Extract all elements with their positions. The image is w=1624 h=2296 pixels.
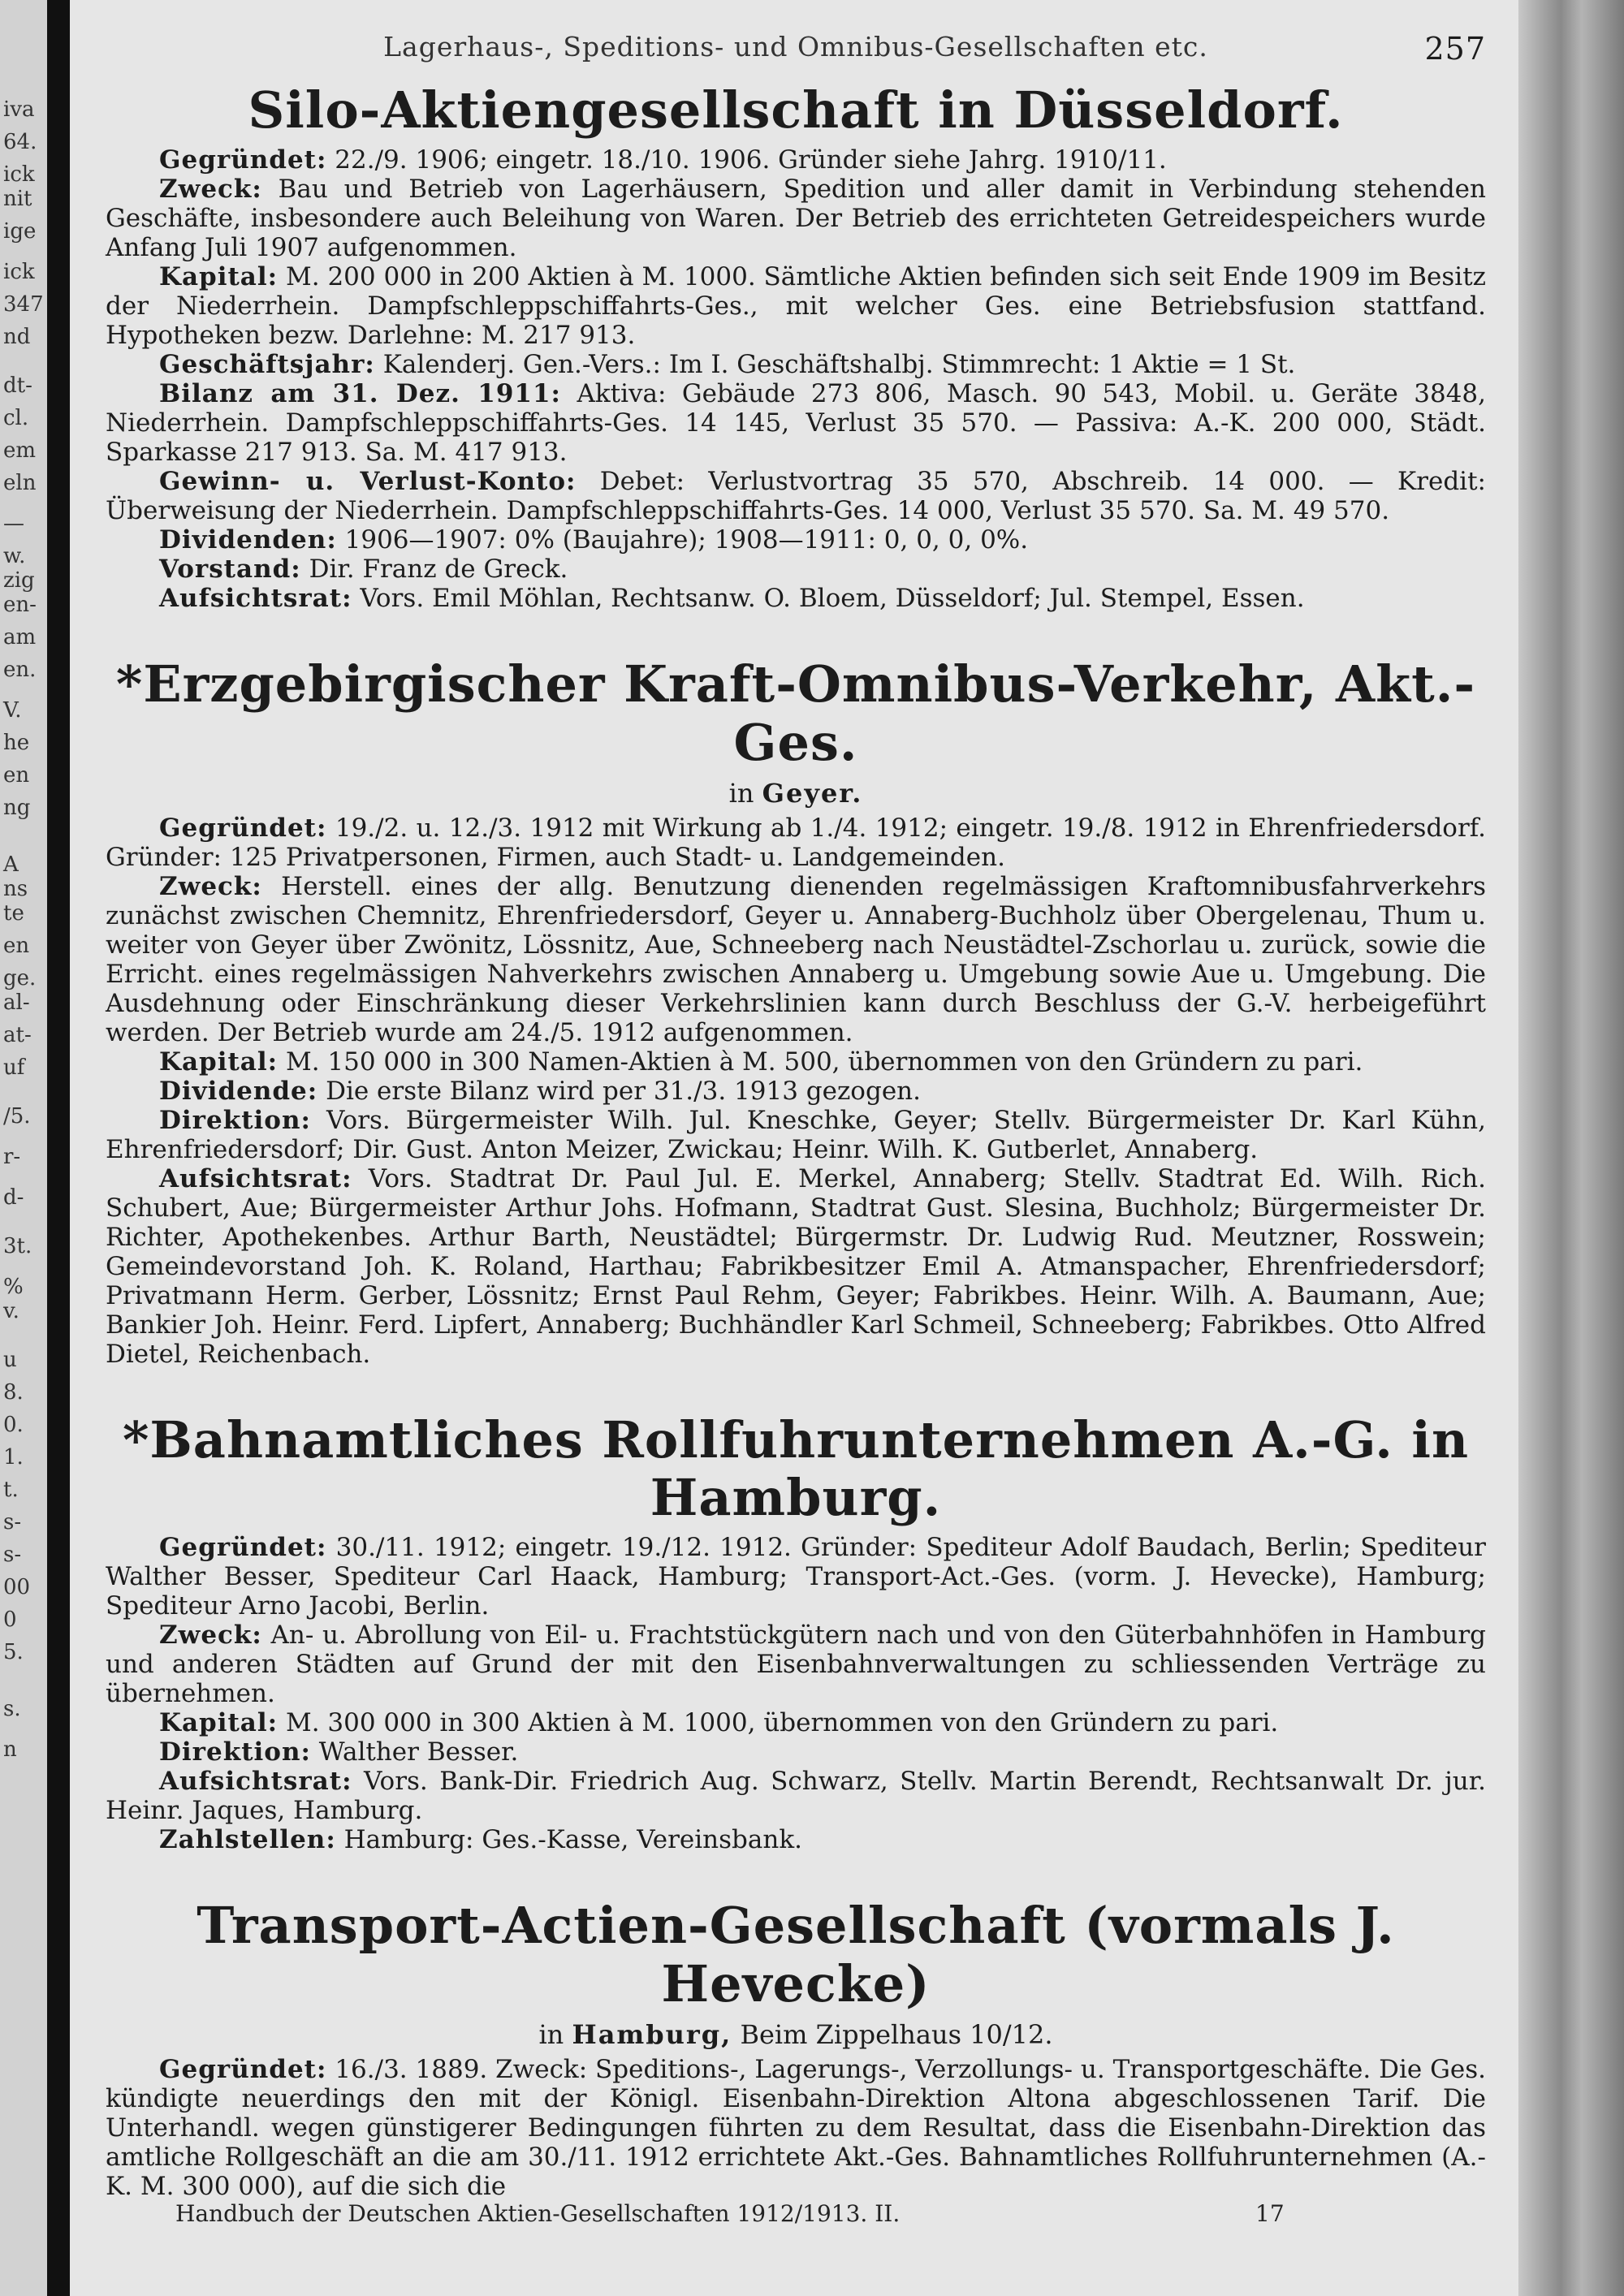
margin-fragment: V. xyxy=(3,698,22,723)
entry-paragraph xyxy=(106,467,1486,525)
margin-fragment: al- xyxy=(3,990,30,1015)
field-label: Bilanz am 31. Dez. 1911: xyxy=(159,379,562,409)
field-label: Gewinn- u. Verlust-Konto: xyxy=(159,467,577,497)
field-text: Vors. Bank-Dir. Friedrich Aug. Schwarz, Stellv. Martin Berendt, Rechtsanwalt Dr. jur. Heinr. Jaques, Hamburg. xyxy=(106,1767,1486,1826)
field-text: Vors. Emil Möhlan, Rechtsanw. O. Bloem, Düsseldorf; Jul. Stempel, Essen. xyxy=(352,584,1305,614)
location-prefix: in xyxy=(728,777,762,809)
page-content xyxy=(106,31,1486,2243)
margin-fragment: 8. xyxy=(3,1380,24,1405)
company-title: *Erzgebirgischer Kraft-Omnibus-Verkehr, Akt.-Ges. xyxy=(115,654,1476,772)
page-gutter xyxy=(47,0,70,2296)
margin-fragment: s- xyxy=(3,1510,22,1534)
field-text: 30./11. 1912; eingetr. 19./12. 1912. Gründer: Spediteur Adolf Baudach, Berlin; Spediteur Walther Besser, Spediteur Carl Haack, Hamburg; Transport-Act.-Ges. (vorm. J. Hevecke), Hamburg; Spediteur Arno Jacobi, Berlin. xyxy=(106,1533,1486,1621)
margin-fragment: dt- xyxy=(3,373,32,398)
entry-paragraph xyxy=(106,350,1486,379)
location-city: Hamburg, xyxy=(572,2019,732,2051)
margin-fragment: ick xyxy=(3,260,35,284)
margin-fragment: en- xyxy=(3,593,37,617)
margin-fragment: d- xyxy=(3,1185,24,1210)
company-entry xyxy=(106,1411,1486,1855)
company-entries xyxy=(106,81,1486,2201)
field-label: Zweck: xyxy=(159,175,262,205)
company-entry xyxy=(106,1897,1486,2201)
page-footer xyxy=(175,2200,1285,2227)
margin-fragment: iva xyxy=(3,97,35,122)
entry-paragraph xyxy=(106,814,1486,872)
field-label: Dividende: xyxy=(159,1076,318,1106)
margin-fragment: ige xyxy=(3,219,37,244)
entry-paragraph xyxy=(106,379,1486,467)
margin-fragment: /5. xyxy=(3,1104,31,1129)
field-text: Hamburg: Ges.-Kasse, Vereinsbank. xyxy=(335,1825,802,1855)
entry-paragraph xyxy=(106,1767,1486,1825)
entry-paragraph xyxy=(106,872,1486,1047)
field-text: Debet: Verlustvortrag 35 570, Abschreib. 14 000. — Kredit: Überweisung der Niederrhein. Dampfschleppschiffahrts-Ges. 14 000, Verlust 35 570. Sa. M. 49 570. xyxy=(106,467,1486,526)
margin-fragment: v. xyxy=(3,1299,19,1323)
margin-fragment: cl. xyxy=(3,406,29,430)
entry-paragraph xyxy=(106,1533,1486,1621)
margin-fragment: zig xyxy=(3,568,35,593)
field-label: Kapital: xyxy=(159,1708,279,1738)
field-label: Aufsichtsrat: xyxy=(159,1767,352,1797)
margin-fragment: te xyxy=(3,901,24,926)
entry-paragraph xyxy=(106,1825,1486,1854)
entry-paragraph xyxy=(106,262,1486,350)
field-text: Herstell. eines der allg. Benutzung dienenden regelmässigen Kraftomnibusfahrverkehrs zunächst zwischen Chemnitz, Ehrenfriedersdorf, Geyer u. Annaberg-Buchholz über Obergelenau, Thum u. weiter von Geyer über Zwönitz, Lössnitz, Aue, Schneeberg nach Neustädtel-Zschorlau u. zurück, sowie die Erricht. eines regelmässigen Nahverkehrs zwischen Annaberg u. Umgebung sowie Aue u. Umgebung. Die Ausdehnung oder Einschränkung dieser Verkehrslinien kann durch Beschluss der G.-V. herbeigeführt werden. Der Betrieb wurde am 24./5. 1912 aufgenommen. xyxy=(106,871,1486,1047)
margin-fragment: uf xyxy=(3,1055,25,1080)
margin-fragment: ge. xyxy=(3,966,37,990)
company-location xyxy=(106,2019,1486,2050)
entry-paragraph xyxy=(106,525,1486,555)
field-text: Die erste Bilanz wird per 31./3. 1913 gezogen. xyxy=(317,1076,921,1106)
company-entry xyxy=(106,81,1486,613)
entry-paragraph xyxy=(106,1047,1486,1077)
field-label: Kapital: xyxy=(159,1047,279,1077)
field-label: Direktion: xyxy=(159,1105,311,1135)
footer-source: Handbuch der Deutschen Aktien-Gesellschaften 1912/1913. II. xyxy=(175,2200,901,2227)
margin-fragment: 0. xyxy=(3,1413,24,1437)
margin-fragment: w. xyxy=(3,544,26,568)
margin-fragment: ng xyxy=(3,796,31,820)
page-number: 257 xyxy=(1424,31,1486,67)
field-label: Gegründet: xyxy=(159,1533,327,1563)
location-prefix: in xyxy=(538,2019,572,2051)
margin-fragment: en. xyxy=(3,658,37,682)
margin-fragment: s- xyxy=(3,1543,22,1567)
margin-fragment: 64. xyxy=(3,130,37,154)
field-label: Geschäftsjahr: xyxy=(159,350,375,380)
margin-fragment: t. xyxy=(3,1478,19,1502)
entry-paragraph xyxy=(106,1106,1486,1164)
field-text: Vors. Bürgermeister Wilh. Jul. Kneschke, Geyer; Stellv. Bürgermeister Dr. Karl Kühn, Ehrenfriedersdorf; Dir. Gust. Anton Meizer, Zwickau; Heinr. Wilh. K. Gutberlet, Annaberg. xyxy=(106,1105,1486,1164)
field-label: Vorstand: xyxy=(159,555,301,585)
field-label: Zweck: xyxy=(159,871,262,901)
company-title: *Bahnamtliches Rollfuhrunternehmen A.-G. in Hamburg. xyxy=(122,1409,1470,1528)
entry-paragraph xyxy=(106,1077,1486,1106)
field-label: Direktion: xyxy=(159,1737,311,1767)
margin-fragment: en xyxy=(3,934,30,958)
margin-fragment: 0 xyxy=(3,1608,17,1632)
margin-fragment: 347 xyxy=(3,292,44,317)
field-text: Aktiva: Gebäude 273 806, Masch. 90 543, Mobil. u. Geräte 3848, Niederrhein. Dampfschleppschiffahrts-Ges. 14 145, Verlust 35 570. — Passiva: A.-K. 200 000, Städt. Sparkasse 217 913. Sa. M. 417 913. xyxy=(106,379,1487,468)
field-text: 22./9. 1906; eingetr. 18./10. 1906. Gründer siehe Jahrg. 1910/11. xyxy=(326,145,1167,175)
field-label: Aufsichtsrat: xyxy=(159,1163,352,1193)
field-text: Walther Besser. xyxy=(310,1737,519,1767)
field-text: An- u. Abrollung von Eil- u. Frachtstückgütern nach und von den Güterbahnhöfen in Hamburg und anderen Städten auf Grund der mit den Eisenbahnverwaltungen zu schliessenden Verträge zu übernehmen. xyxy=(106,1621,1486,1709)
field-text: 16./3. 1889. Zweck: Speditions-, Lagerungs-, Verzollungs- u. Transportgeschäfte. Die Ges. kündigte neuerdings den mit der Königl. Eisenbahn-Direktion Altona abgeschlossenen Tarif. Die Unterhandl. wegen günstigerer Bedingungen führten zu dem Resultat, dass die Eisenbahn-Direktion das amtliche Rollgeschäft an die am 30./11. 1912 errichtete Akt.-Ges. Bahnamtliches Rollfuhrunternehmen (A.-K. M. 300 000), auf die sich die xyxy=(106,2055,1486,2202)
entry-paragraph xyxy=(106,145,1486,175)
entry-paragraph xyxy=(106,1621,1486,1708)
margin-fragment: em xyxy=(3,438,37,463)
location-city: Geyer. xyxy=(762,777,863,809)
left-page-margin xyxy=(0,0,49,2296)
field-text: Kalenderj. Gen.-Vers.: Im I. Geschäftshalbj. Stimmrecht: 1 Aktie = 1 St. xyxy=(374,350,1296,380)
running-header-title: Lagerhaus-, Speditions- und Omnibus-Gesellschaften etc. xyxy=(383,31,1208,63)
margin-fragment: s. xyxy=(3,1697,21,1721)
margin-fragment: n xyxy=(3,1737,17,1762)
field-text: M. 300 000 in 300 Aktien à M. 1000, übernommen von den Gründern zu pari. xyxy=(278,1708,1279,1738)
book-edge xyxy=(1518,0,1624,2296)
margin-fragment: r- xyxy=(3,1145,21,1169)
margin-fragment: nd xyxy=(3,325,31,349)
field-label: Gegründet: xyxy=(159,2055,327,2085)
margin-fragment: A xyxy=(3,852,19,877)
entry-paragraph xyxy=(106,1708,1486,1737)
field-text: M. 150 000 in 300 Namen-Aktien à M. 500, übernommen von den Gründern zu pari. xyxy=(278,1047,1363,1077)
field-text: 19./2. u. 12./3. 1912 mit Wirkung ab 1./4. 1912; eingetr. 19./8. 1912 in Ehrenfriedersdorf. Gründer: 125 Privatpersonen, Firmen, auch Stadt- u. Landgemeinden. xyxy=(106,813,1486,872)
company-location xyxy=(106,778,1486,809)
footer-signature: 17 xyxy=(1255,2200,1285,2227)
company-title: Silo-Aktiengesellschaft in Düsseldorf. xyxy=(248,80,1344,140)
margin-fragment: en xyxy=(3,763,30,788)
margin-fragment: nit xyxy=(3,187,32,211)
entry-paragraph xyxy=(106,175,1486,262)
entry-paragraph xyxy=(106,1164,1486,1369)
field-label: Gegründet: xyxy=(159,813,327,843)
field-label: Zahlstellen: xyxy=(159,1825,336,1855)
margin-fragment: he xyxy=(3,731,30,755)
company-title: Transport-Actien-Gesellschaft (vormals J. Hevecke) xyxy=(197,1896,1395,2013)
margin-fragment: 00 xyxy=(3,1575,31,1599)
entry-paragraph xyxy=(106,555,1486,584)
margin-fragment: at- xyxy=(3,1023,32,1047)
margin-fragment: eln xyxy=(3,471,37,495)
margin-fragment: 1. xyxy=(3,1445,24,1470)
margin-fragment: am xyxy=(3,625,37,650)
margin-fragment: 5. xyxy=(3,1640,24,1664)
company-entry xyxy=(106,655,1486,1369)
location-address: Beim Zippelhaus 10/12. xyxy=(732,2019,1053,2051)
margin-fragment: % xyxy=(3,1275,24,1299)
margin-fragment: 3t. xyxy=(3,1234,32,1258)
entry-paragraph xyxy=(106,2055,1486,2201)
field-label: Zweck: xyxy=(159,1621,262,1651)
field-text: Bau und Betrieb von Lagerhäusern, Spedition und aller damit in Verbindung stehenden Geschäfte, insbesondere auch Beleihung von Waren. Der Betrieb des errichteten Getreidespeichers wurde Anfang Juli 1907 aufgenommen. xyxy=(106,175,1486,263)
margin-fragment: ick xyxy=(3,162,35,187)
margin-fragment: u xyxy=(3,1348,17,1372)
field-label: Gegründet: xyxy=(159,145,327,175)
entry-paragraph xyxy=(106,584,1486,613)
field-text: Vors. Stadtrat Dr. Paul Jul. E. Merkel, Annaberg; Stellv. Stadtrat Ed. Wilh. Rich. Schubert, Aue; Bürgermeister Arthur Johs. Hofmann, Stadtrat Gust. Slesina, Buchholz; Bürgermeister Dr. Richter, Apothekenbes. Arthur Barth, Neustädtel; Bürgermstr. Dr. Ludwig Rud. Meutzner, Rosswein; Gemeindevorstand Joh. K. Roland, Harthau; Fabrikbesitzer Emil A. Atmanspacher, Ehrenfriedersdorf; Privatmann Herm. Gerber, Lössnitz; Ernst Paul Rehm, Geyer; Fabrikbes. Heinr. Wilh. A. Baumann, Aue; Bankier Joh. Heinr. Ferd. Lipfert, Annaberg; Buchhändler Karl Schmeil, Schneeberg; Fabrikbes. Otto Alfred Dietel, Reichenbach. xyxy=(106,1163,1486,1369)
field-label: Aufsichtsrat: xyxy=(159,584,352,614)
entry-paragraph xyxy=(106,1737,1486,1767)
running-header xyxy=(106,31,1486,71)
book-page xyxy=(70,0,1518,2296)
field-text: M. 200 000 in 200 Aktien à M. 1000. Sämtliche Aktien befinden sich seit Ende 1909 im Besitz der Niederrhein. Dampfschleppschiffahrts-Ges., mit welcher Ges. eine Betriebsfusion stattfand. Hypotheken bezw. Darlehne: M. 217 913. xyxy=(106,262,1486,351)
field-label: Dividenden: xyxy=(159,525,337,555)
margin-fragment: ns xyxy=(3,877,28,901)
field-label: Kapital: xyxy=(159,262,279,292)
field-text: Dir. Franz de Greck. xyxy=(300,555,568,585)
field-text: 1906—1907: 0% (Baujahre); 1908—1911: 0, 0, 0, 0%. xyxy=(336,525,1029,555)
margin-fragment: — xyxy=(3,511,24,536)
